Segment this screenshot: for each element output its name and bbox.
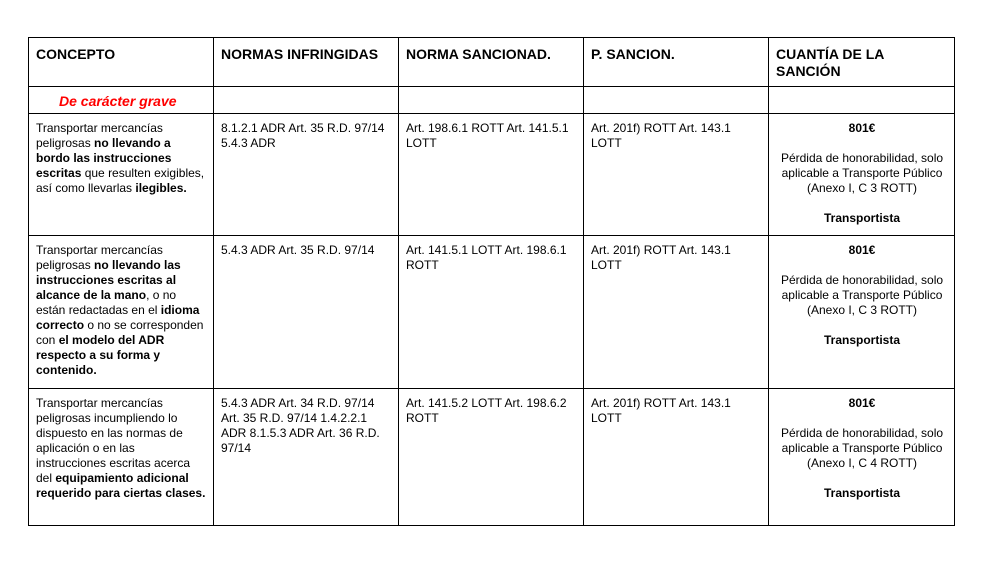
norma-infringida-line: 5.4.3 ADR Art. 35 R.D. 97/14 [221, 243, 375, 257]
concept-cell [29, 236, 214, 389]
honorabilidad-note: Pérdida de honorabilidad, solo aplicable a Transporte Público (Anexo I, C 4 ROTT) [780, 426, 944, 470]
concept-text [36, 243, 203, 377]
responsible: Transportista [823, 333, 901, 347]
responsible: Transportista [823, 211, 901, 225]
honorabilidad-note: Pérdida de honorabilidad, solo aplicable a Transporte Público (Anexo I, C 3 ROTT) [780, 151, 944, 195]
concept-cell [29, 114, 214, 236]
amount: 801€ [848, 396, 876, 410]
cuantia-cell [769, 236, 955, 389]
concept-run: Transportar mercancías peligrosas incumpliendo lo dispuesto en las normas de aplicación o en las instrucciones escritas acerca del [36, 396, 191, 485]
normas-infringidas-cell [214, 114, 399, 236]
header-cuantia-sancion: CUANTÍA DE LA SANCIÓN [769, 38, 955, 87]
header-p-sancion: P. SANCION. [584, 38, 769, 87]
norma-infringida-line: 5.4.3 ADR [221, 136, 276, 150]
honorabilidad-note: Pérdida de honorabilidad, solo aplicable a Transporte Público (Anexo I, C 3 ROTT) [780, 273, 944, 317]
concept-text [36, 121, 204, 195]
header-norma-sancionadora: NORMA SANCIONAD. [399, 38, 584, 87]
concept-run: o no se corresponden con [36, 318, 204, 347]
concept-text [36, 396, 205, 500]
cuantia-cell [769, 389, 955, 526]
concept-bold-run: equipamiento adicional requerido para ciertas clases. [36, 471, 206, 500]
amount: 801€ [848, 121, 876, 135]
table-row [29, 389, 955, 526]
empty-cell [399, 87, 584, 114]
cuantia-cell [769, 114, 955, 236]
p-sancion-cell: Art. 201f) ROTT Art. 143.1 LOTT [584, 114, 769, 236]
table-row [29, 114, 955, 236]
concept-run: Transportar mercancías peligrosas [36, 243, 163, 272]
empty-cell [769, 87, 955, 114]
norma-sancionadora-cell: Art. 141.5.2 LOTT Art. 198.6.2 ROTT [399, 389, 584, 526]
responsible: Transportista [823, 486, 901, 500]
amount: 801€ [848, 243, 876, 257]
norma-infringida-line: 5.4.3 ADR Art. 34 R.D. 97/14 Art. 35 R.D. 97/14 1.4.2.2.1 ADR 8.1.5.3 ADR Art. 36 R.D. 97/14 [221, 396, 380, 455]
empty-cell [584, 87, 769, 114]
concept-run: que resulten exigibles, así como llevarlas [36, 166, 205, 195]
empty-cell [214, 87, 399, 114]
concept-bold-run: no llevando a bordo las instrucciones escritas [36, 136, 172, 180]
header-normas-infringidas: NORMAS INFRINGIDAS [214, 38, 399, 87]
norma-sancionadora-cell: Art. 141.5.1 LOTT Art. 198.6.1 ROTT [399, 236, 584, 389]
concept-bold-run: idioma correcto [36, 303, 200, 332]
concept-run: Transportar mercancías peligrosas [36, 121, 163, 150]
concept-bold-run: el modelo del ADR respecto a su forma y contenido. [36, 333, 165, 377]
normas-infringidas-cell [214, 236, 399, 389]
norma-sancionadora-cell: Art. 198.6.1 ROTT Art. 141.5.1 LOTT [399, 114, 584, 236]
header-row [29, 38, 955, 87]
section-row [29, 87, 955, 114]
concept-bold-run: no llevando las instrucciones escritas al alcance de la mano [36, 258, 181, 302]
concept-bold-run: ilegibles. [135, 181, 187, 195]
normas-infringidas-cell [214, 389, 399, 526]
p-sancion-cell: Art. 201f) ROTT Art. 143.1 LOTT [584, 389, 769, 526]
sanctions-table [28, 37, 955, 526]
p-sancion-cell: Art. 201f) ROTT Art. 143.1 LOTT [584, 236, 769, 389]
header-concepto: CONCEPTO [29, 38, 214, 87]
section-label: De carácter grave [59, 93, 177, 109]
concept-cell [29, 389, 214, 526]
concept-run: , o no están redactadas en el [36, 288, 177, 317]
section-label-cell [29, 87, 214, 114]
norma-infringida-line: 8.1.2.1 ADR Art. 35 R.D. 97/14 [221, 121, 385, 135]
table-row [29, 236, 955, 389]
